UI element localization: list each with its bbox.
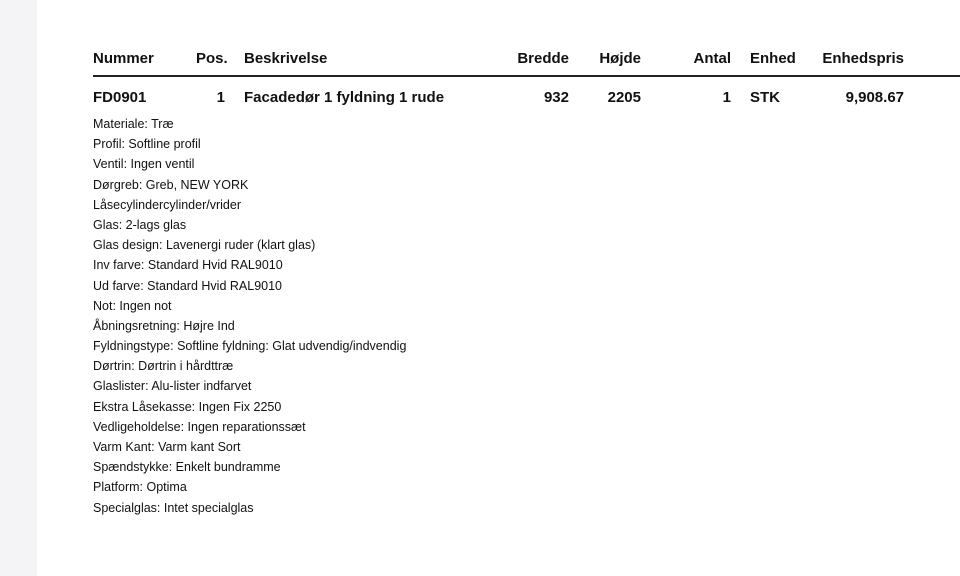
detail-dortrin: Dørtrin: Dørtrin i hårdttræ	[93, 359, 234, 374]
detail-profil: Profil: Softline profil	[93, 137, 201, 152]
detail-not: Not: Ingen not	[93, 298, 172, 313]
detail-fyldningstype: Fyldningstype: Softline fyldning: Glat udvendig/indvendig	[93, 339, 407, 354]
detail-spaendstykke: Spændstykke: Enkelt bundramme	[93, 460, 281, 475]
detail-glaslister: Glaslister: Alu-lister indfarvet	[93, 379, 252, 394]
header-enhedspris: Enhedspris	[822, 50, 904, 67]
cell-pos: 1	[216, 89, 225, 106]
header-beskrivelse: Beskrivelse	[244, 50, 328, 67]
detail-vedligeholdelse: Vedligeholdelse: Ingen reparationssæt	[93, 419, 306, 434]
header-nummer: Nummer	[93, 50, 154, 67]
header-antal: Antal	[693, 50, 731, 67]
document-page	[37, 0, 960, 576]
detail-platform: Platform: Optima	[93, 480, 187, 495]
cell-bredde: 932	[543, 89, 569, 106]
detail-ekstra-lasekasse: Ekstra Låsekasse: Ingen Fix 2250	[93, 399, 282, 414]
product-details-list	[93, 114, 406, 518]
detail-specialglas: Specialglas: Intet specialglas	[93, 500, 254, 515]
header-bredde: Bredde	[517, 50, 569, 67]
detail-inv-farve: Inv farve: Standard Hvid RAL9010	[93, 258, 283, 273]
table-row	[37, 86, 960, 110]
detail-glas-design: Glas design: Lavenergi ruder (klart glas)	[93, 238, 316, 253]
cell-nummer: FD0901	[93, 89, 147, 106]
detail-abningsretning: Åbningsretning: Højre Ind	[93, 318, 235, 333]
cell-beskrivelse: Facadedør 1 fyldning 1 rude	[244, 89, 445, 106]
detail-lasecylinder: Låsecylindercylinder/vrider	[93, 197, 241, 212]
detail-varm-kant: Varm Kant: Varm kant Sort	[93, 440, 241, 454]
detail-ud-farve: Ud farve: Standard Hvid RAL9010	[93, 278, 282, 293]
header-pos: Pos.	[196, 50, 228, 67]
detail-dorgreb: Dørgreb: Greb, NEW YORK	[93, 177, 249, 192]
cell-enhed: STK	[750, 89, 780, 106]
detail-glas: Glas: 2-lags glas	[93, 217, 187, 232]
detail-materiale: Materiale: Træ	[93, 117, 174, 131]
cell-antal: 1	[722, 89, 731, 106]
header-enhed: Enhed	[750, 50, 796, 67]
header-hojde: Højde	[599, 50, 641, 67]
table-header	[37, 47, 960, 71]
detail-ventil: Ventil: Ingen ventil	[93, 157, 195, 172]
header-divider	[93, 75, 960, 77]
cell-enhedspris: 9,908.67	[845, 89, 904, 106]
cell-hojde: 2205	[607, 89, 641, 106]
